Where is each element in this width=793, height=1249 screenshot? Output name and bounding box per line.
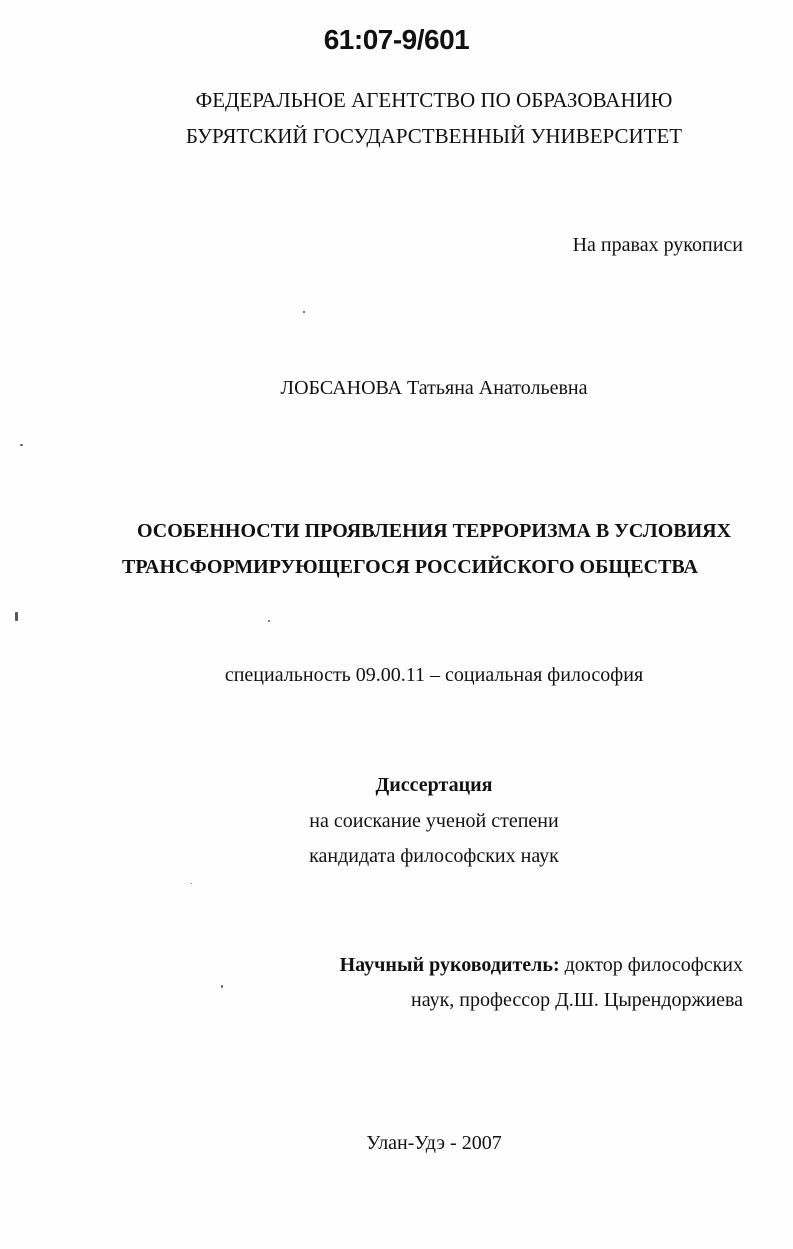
- agency-name: ФЕДЕРАЛЬНОЕ АГЕНТСТВО ПО ОБРАЗОВАНИЮ: [195, 88, 673, 112]
- scan-speck: [268, 620, 270, 622]
- university-name: БУРЯТСКИЙ ГОСУДАРСТВЕННЫЙ УНИВЕРСИТЕТ: [185, 124, 683, 148]
- author-name: ЛОБСАНОВА Татьяна Анатольевна: [280, 377, 588, 399]
- advisor-credentials: доктор философских: [559, 954, 743, 976]
- dissertation-label: Диссертация: [375, 774, 493, 796]
- scan-speck: [191, 883, 192, 884]
- degree-line-1: на соискание ученой степени: [309, 810, 559, 832]
- manuscript-note: На правах рукописи: [572, 234, 743, 256]
- scan-speck: [303, 311, 305, 313]
- scan-speck: [221, 985, 223, 988]
- scan-speck: [20, 444, 23, 446]
- specialty-line: специальность 09.00.11 – социальная философия: [224, 664, 644, 686]
- catalog-number: [0, 24, 793, 56]
- thesis-title-line-1: ОСОБЕННОСТИ ПРОЯВЛЕНИЯ ТЕРРОРИЗМА В УСЛОВИЯХ: [136, 520, 732, 542]
- degree-line-2: кандидата философских наук: [309, 845, 559, 867]
- thesis-title-line-2: ТРАНСФОРМИРУЮЩЕГОСЯ РОССИЙСКОГО ОБЩЕСТВА: [122, 556, 698, 578]
- advisor-label: Научный руководитель:: [339, 954, 560, 976]
- city-year: Улан-Удэ - 2007: [366, 1132, 502, 1154]
- catalog-number-text: 61:07-9/601: [323, 24, 470, 55]
- scan-speck: [15, 612, 18, 621]
- advisor-line-1: [340, 954, 743, 977]
- advisor-line-2: наук, профессор Д.Ш. Цырендоржиева: [411, 989, 743, 1011]
